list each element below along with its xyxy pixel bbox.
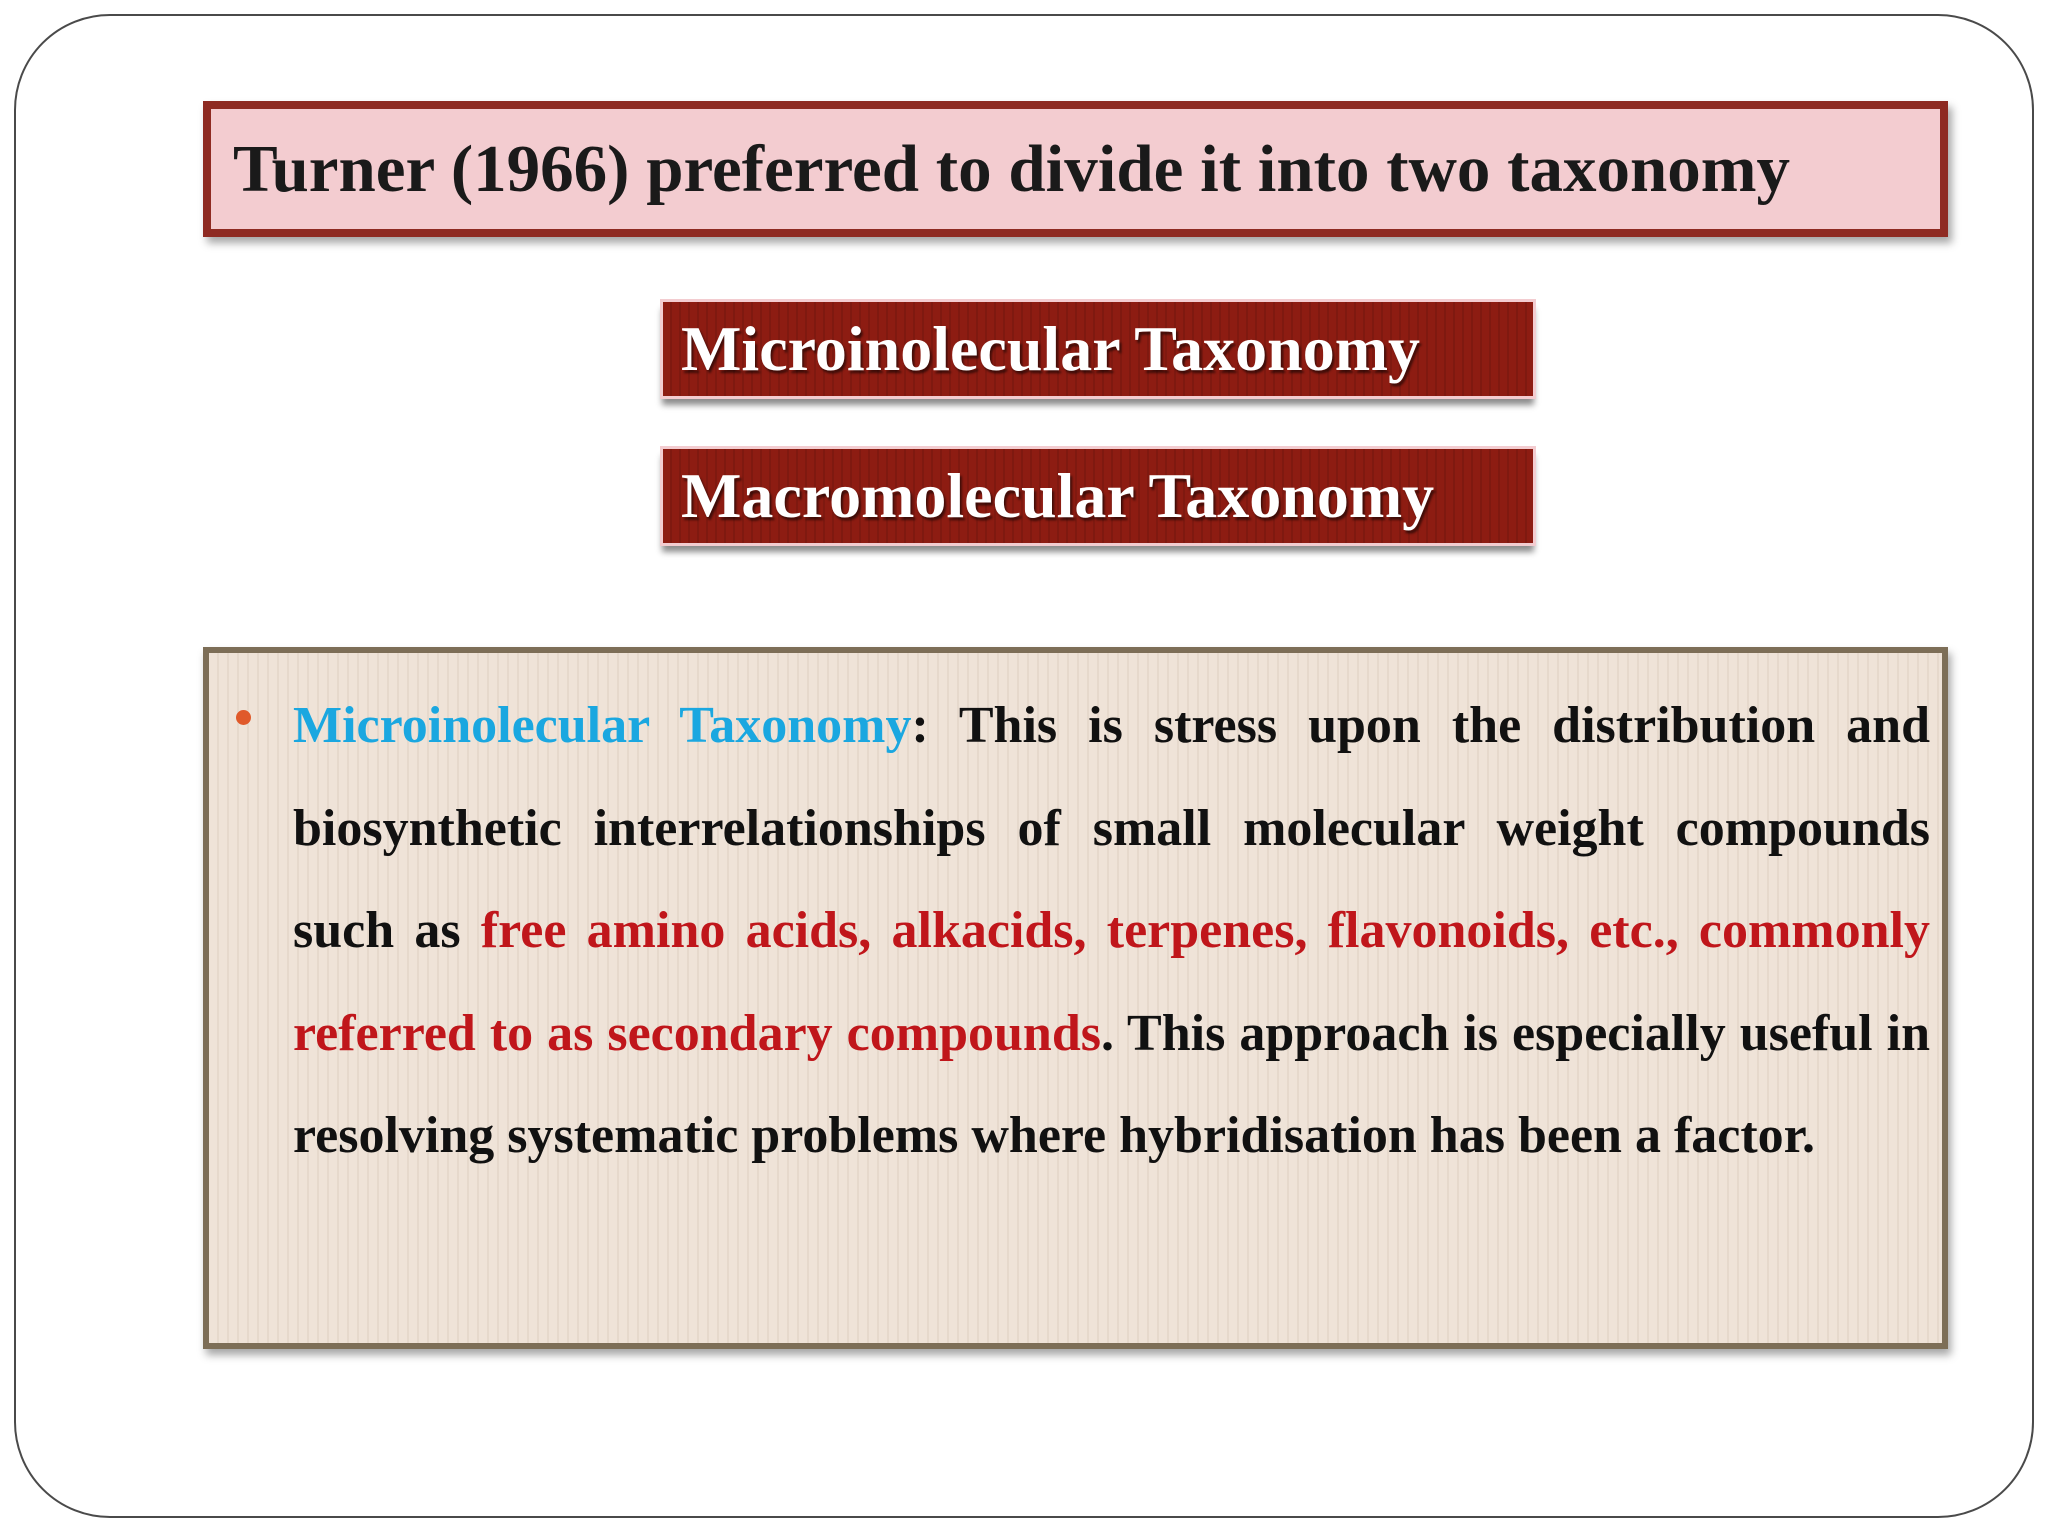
microinolecular-taxonomy-label: Microinolecular Taxonomy xyxy=(681,313,1420,384)
microinolecular-taxonomy-tag xyxy=(660,299,1536,399)
content-text-2: . This approach is especially useful in resolving systematic problems where hybridisation has been a factor. xyxy=(293,1004,1930,1164)
content-paragraph xyxy=(293,675,1930,1188)
content-term: Microinolecular Taxonomy xyxy=(293,697,912,754)
title-box xyxy=(203,101,1948,237)
macromolecular-taxonomy-tag xyxy=(660,446,1536,546)
bullet-icon xyxy=(236,710,251,725)
content-text-1: This is stress upon the distribution and biosynthetic interrelationships of small molecular weight compounds such as xyxy=(293,697,1930,959)
content-box xyxy=(203,647,1948,1349)
slide-title: Turner (1966) preferred to divide it into two taxonomy xyxy=(233,131,1791,206)
content-highlight: free amino acids, alkacids, terpenes, flavonoids, etc., commonly referred to as secondary compounds xyxy=(293,902,1930,1062)
macromolecular-taxonomy-label: Macromolecular Taxonomy xyxy=(681,460,1435,531)
content-colon: : xyxy=(911,697,929,754)
